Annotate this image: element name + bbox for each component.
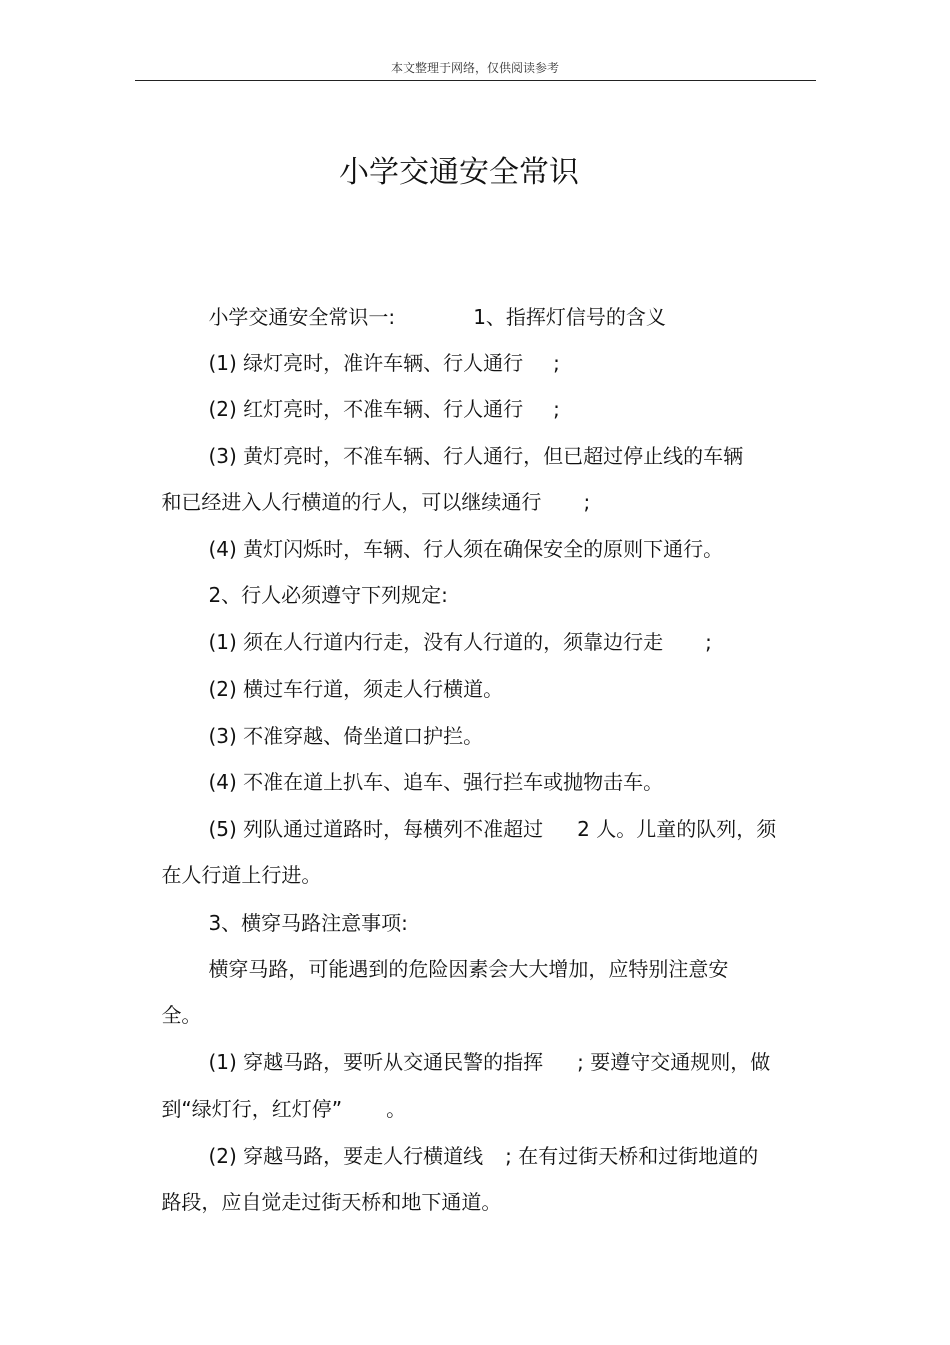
line-text-cont: 2 人。儿童的队列，须 xyxy=(577,817,777,841)
section-heading: 2、行人必须遵守下列规定: xyxy=(208,583,448,607)
line-text: (3) 不准穿越、倚坐道口护拦。 xyxy=(208,724,484,748)
body-line xyxy=(183,927,728,1011)
line-text: (1) 穿越马路，要听从交通民警的指挥 xyxy=(208,1050,544,1074)
line-text: (1) 须在人行道内行走，没有人行道的，须靠边行走 xyxy=(208,630,664,654)
line-text-cont: ; 在有过街天桥和过街地道的 xyxy=(505,1144,759,1168)
line-text: (2) 横过车行道，须走人行横道。 xyxy=(208,677,504,701)
section-heading: 1、指挥灯信号的含义 xyxy=(473,305,666,329)
line-text: (2) 红灯亮时，不准车辆、行人通行 xyxy=(208,397,524,421)
document-title: 小学交通安全常识 xyxy=(339,155,579,190)
line-text: 路段，应自觉走过街天桥和地下通道。 xyxy=(161,1190,502,1214)
line-text: 到“绿灯行，红灯停” xyxy=(161,1097,343,1121)
line-text: (5) 列队通过道路时，每横列不准超过 xyxy=(208,817,544,841)
line-text: (4) 不准在道上扒车、追车、强行拦车或抛物击车。 xyxy=(208,770,664,794)
section-label: 小学交通安全常识一: xyxy=(208,305,396,329)
line-text: (2) 穿越马路，要走人行横道线 xyxy=(208,1144,484,1168)
line-text: 横穿马路，可能遇到的危险因素会大大增加，应特别注意安 xyxy=(208,957,729,981)
line-text-cont: ; 要遵守交通规则，做 xyxy=(577,1050,771,1074)
section-heading: 3、横穿马路注意事项: xyxy=(208,911,408,935)
line-text: (4) 黄灯闪烁时，车辆、行人须在确保安全的原则下通行。 xyxy=(208,537,724,561)
line-punct: ; xyxy=(705,630,712,654)
line-text: 在人行道上行进。 xyxy=(161,863,322,887)
line-text: (3) 黄灯亮时，不准车辆、行人通行，但已超过停止线的车辆 xyxy=(208,444,744,468)
line-punct: ; xyxy=(583,490,591,514)
page-header-note: 本文整理于网络，仅供阅读参考 xyxy=(390,61,559,75)
line-text: 和已经进入人行横道的行人，可以继续通行 xyxy=(161,490,542,514)
line-text: (1) 绿灯亮时，准许车辆、行人通行 xyxy=(208,351,524,375)
header-divider xyxy=(135,80,816,81)
line-text: 全。 xyxy=(161,1003,202,1027)
line-punct: ; xyxy=(553,351,560,375)
line-punct: ; xyxy=(553,397,560,421)
body-line xyxy=(136,1160,501,1244)
line-punct: 。 xyxy=(386,1097,407,1121)
